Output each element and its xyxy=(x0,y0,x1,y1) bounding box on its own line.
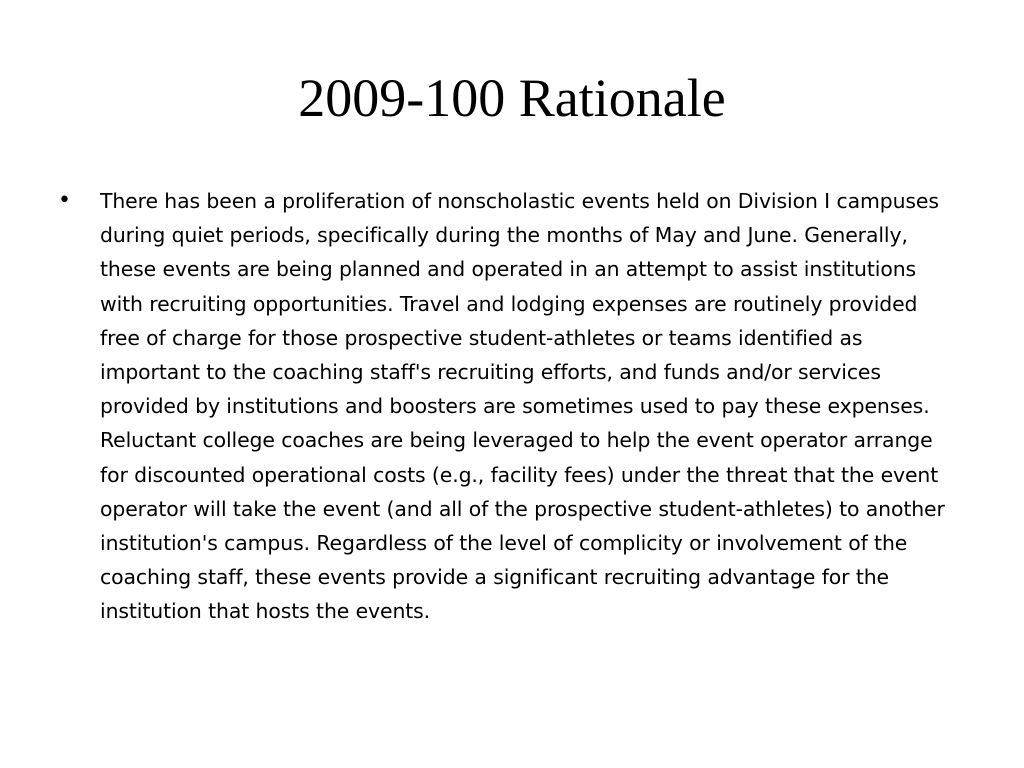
bullet-text: There has been a proliferation of nonscholastic events held on Division I campuses during quiet periods, specifically during the months of May and June. Generally, these events are being planned and operated in an attempt to assist institutions with recruiting opportunities. Travel and lodging expenses are routinely provided free of charge for those prospective student-athletes or teams identified as important to the coaching staff's recruiting efforts, and funds and/or services provided by institutions and boosters are sometimes used to pay these expenses. Reluctant college coaches are being leveraged to help the event operator arrange for discounted operational costs (e.g., facility fees) under the threat that the event operator will take the event (and all of the prospective student-athletes) to another institution's campus. Regardless of the level of complicity or involvement of the coaching staff, these events provide a significant recruiting advantage for the institution that hosts the events. xyxy=(100,189,945,624)
bullet-list xyxy=(58,184,958,629)
slide-title: 2009-100 Rationale xyxy=(298,68,726,128)
bullet-item xyxy=(58,184,958,629)
bullet-marker: • xyxy=(58,188,71,213)
